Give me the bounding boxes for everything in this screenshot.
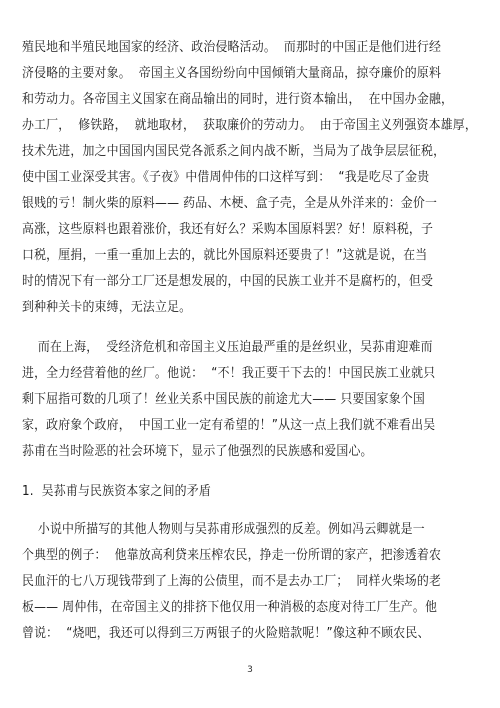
text-line: 高涨，这些原料也跟着涨价，我还有好么？采购本国原料罢？好！原料税，子 xyxy=(22,222,434,237)
page-number: 3 xyxy=(247,665,253,675)
text-line: 银贱的亏！制火柴的原料—— 药品、木梗、盒子壳，全是从外洋来的：金价一 xyxy=(22,196,438,211)
text-line: 技术先进，加之中国国内国民党各派系之间内战不断，当局为了战争层层征税， xyxy=(22,144,446,159)
text-line: 到种种关卡的束缚，无法立足。 xyxy=(22,300,192,315)
text-line: 曾说： “烧吧，我还可以得到三万两银子的火险赔款呢！”像这种不顾农民、 xyxy=(22,626,430,641)
text-line: 剩下屈指可数的几项了！丝业关系中国民族的前途尤大—— 只要国家象个国 xyxy=(22,392,425,407)
text-line: 办工厂， 修铁路， 就地取材， 获取廉价的劳动力。 由于帝国主义列强资本雄厚， xyxy=(22,118,477,133)
text-line: 而在上海， 受经济危机和帝国主义压迫最严重的是丝织业，吴荪甫迎难而 xyxy=(22,340,433,355)
section-heading: 1. 吴荪甫与民族资本家之间的矛盾 xyxy=(22,484,211,499)
text-line: 和劳动力。各帝国主义国家在商品输出的同时，进行资本输出， 在中国办金融， xyxy=(22,92,454,107)
text-line: 时的情况下有一部分工厂还是想发展的，中国的民族工业并不是腐朽的，但受 xyxy=(22,274,434,289)
text-line: 殖民地和半殖民地国家的经济、政治侵略活动。 而那时的中国正是他们进行经 xyxy=(22,40,442,55)
text-line: 使中国工业深受其害。《子夜》中借周仲伟的口这样写到： “我是吃尽了金贵 xyxy=(22,170,430,185)
text-line: 小说中所描写的其他人物则与吴荪甫形成强烈的反差。例如冯云卿就是一 xyxy=(22,522,425,537)
text-line: 口税，厘捐，一重一重加上去的，就比外国原料还要贵了！”这就是说，在当 xyxy=(22,248,428,263)
text-line: 济侵略的主要对象。 帝国主义各国纷纷向中国倾销大量商品，掠夺廉价的原料 xyxy=(22,66,442,81)
text-line: 荪甫在当时险恶的社会环境下，显示了他强烈的民族感和爱国心。 xyxy=(22,444,373,459)
text-line: 个典型的例子： 他靠放高利贷来压榨农民，挣走一份所谓的家产，把渗透着农 xyxy=(22,548,442,563)
text-line: 板—— 周仲伟，在帝国主义的排挤下他仅用一种消极的态度对待工厂生产。他 xyxy=(22,600,438,615)
text-line: 民血汗的七八万现钱带到了上海的公债里，而不是去办工厂； 同样火柴场的老 xyxy=(22,574,442,589)
text-line: 家，政府象个政府， 中国工业一定有希望的！”从这一点上我们就不难看出吴 xyxy=(22,418,436,433)
text-line: 进，全力经营着他的丝厂。他说： “不！我正要干下去的！中国民族工业就只 xyxy=(22,366,436,381)
